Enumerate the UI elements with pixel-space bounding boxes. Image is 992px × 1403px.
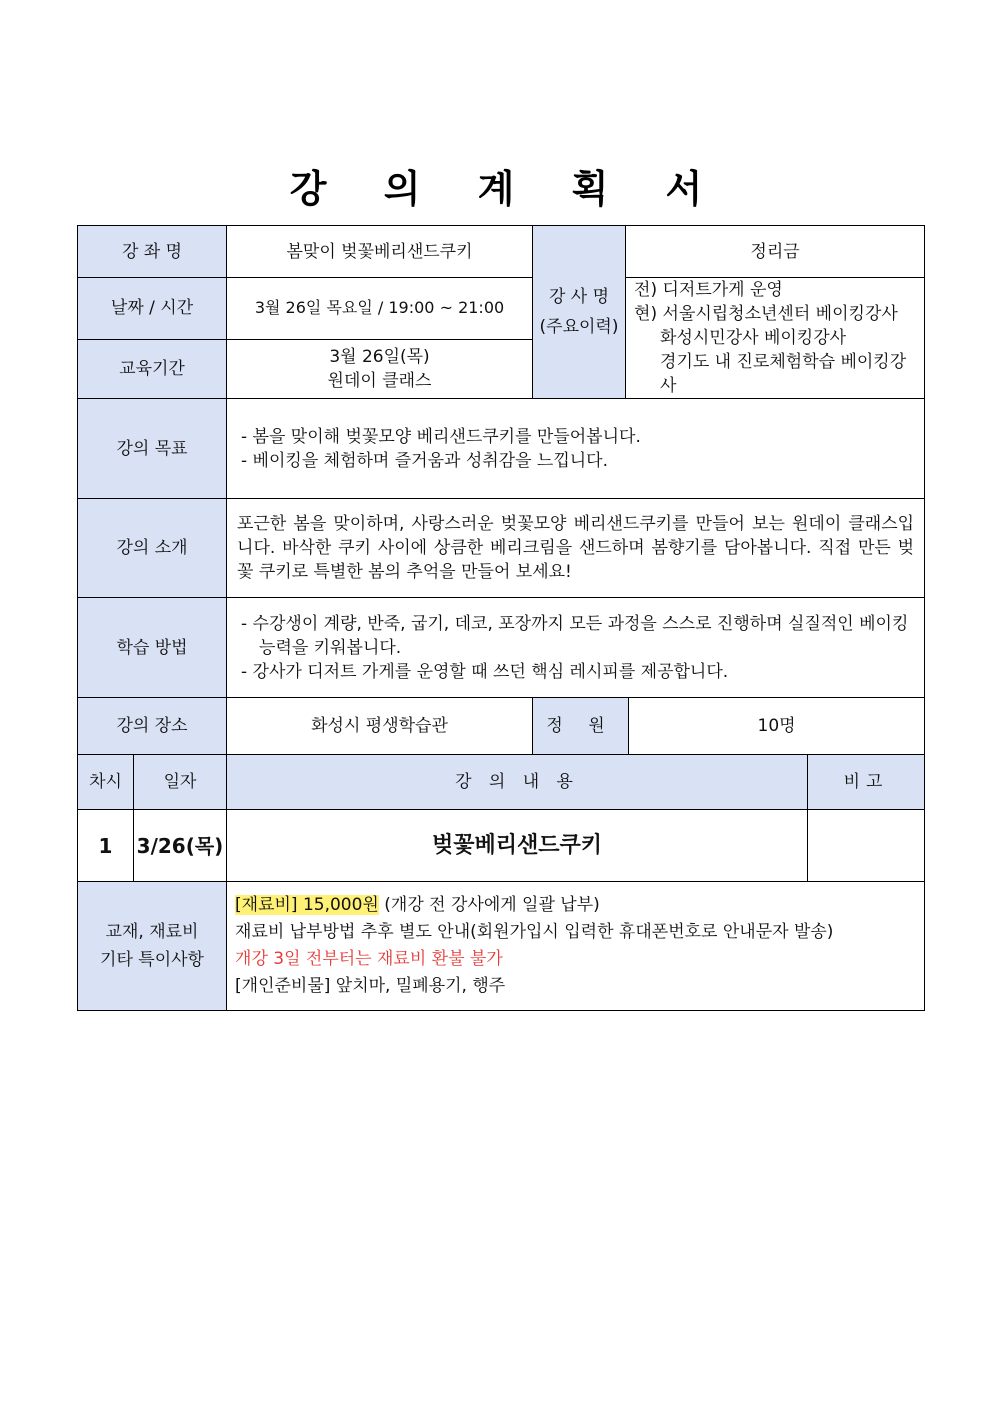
place-value: 화성시 평생학습관: [227, 698, 533, 755]
etc-label-line2: 기타 특이사항: [100, 950, 204, 970]
method-label: 학습 방법: [78, 598, 227, 698]
goal-item: - 봄을 맞이해 벚꽃모양 베리샌드쿠키를 만들어봅니다.: [241, 426, 641, 447]
period-date: 3월 26일(목): [329, 346, 430, 367]
capacity-label: 정 원: [533, 698, 629, 755]
course-name: 봄맞이 벚꽃베리샌드쿠키: [227, 226, 533, 278]
method-item: - 수강생이 계량, 반죽, 굽기, 데코, 포장까지 모든 과정을 스스로 진행하며 실질적인 베이킹 능력을 키워봅니다.: [241, 613, 909, 658]
goal-content: [227, 399, 925, 499]
goal-item: - 베이킹을 체험하며 즐거움과 성취감을 느낍니다.: [241, 450, 609, 471]
history-item: 현) 서울시립청소년센터 베이킹강사: [634, 304, 898, 324]
note-header: 비고: [808, 755, 925, 810]
table-row: [78, 810, 925, 882]
period-type: 원데이 클래스: [327, 370, 432, 391]
datetime-value: 3월 26일 목요일 / 19:00 ~ 21:00: [227, 278, 533, 340]
instructor-label-sub: (주요이력): [539, 317, 619, 337]
content-cell: 벚꽃베리샌드쿠키: [227, 810, 808, 882]
fee-highlight: [재료비] 15,000원: [235, 895, 379, 915]
etc-label: [78, 882, 227, 1011]
content-header: 강 의 내 용: [227, 755, 808, 810]
refund-note: 개강 3일 전부터는 재료비 환불 불가: [235, 949, 503, 969]
instructor-label: [533, 226, 626, 399]
course-name-label: 강 좌 명: [78, 226, 227, 278]
period-value: [227, 339, 533, 398]
history-item: 경기도 내 진로체험학습 베이킹강사: [660, 352, 907, 396]
goal-label: 강의 목표: [78, 399, 227, 499]
session-header: 차시: [78, 755, 134, 810]
instructor-name: 정리금: [626, 226, 925, 278]
history-item: 전) 디저트가게 운영: [634, 280, 783, 300]
note-cell: [808, 810, 925, 882]
etc-label-line1: 교재, 재료비: [105, 922, 199, 942]
method-item: - 강사가 디저트 가게를 운영할 때 쓰던 핵심 레시피를 제공합니다.: [241, 661, 729, 682]
fee-note: (개강 전 강사에게 일괄 납부): [378, 895, 600, 915]
date-cell: 3/26(목): [134, 810, 227, 882]
session-cell: 1: [78, 810, 134, 882]
etc-content: [227, 882, 925, 1011]
method-content: [227, 598, 925, 698]
intro-text: 포근한 봄을 맞이하며, 사랑스러운 벚꽃모양 베리샌드쿠키를 만들어 보는 원데이 클래스입니다. 바삭한 쿠키 사이에 상큼한 베리크림을 샌드하며 봄향기를 담아봅니다. 직접 만든 벚꽃 쿠키로 특별한 봄의 추억을 만들어 보세요!: [227, 499, 925, 598]
place-label: 강의 장소: [78, 698, 227, 755]
date-header: 일자: [134, 755, 227, 810]
instructor-label-main: 강 사 명: [548, 287, 610, 307]
prep-items: [개인준비물] 앞치마, 밀폐용기, 행주: [235, 976, 506, 996]
history-item: 화성시민강사 베이킹강사: [660, 328, 847, 348]
lecture-plan-table: [77, 225, 925, 1011]
page-title: 강 의 계 획 서: [289, 167, 725, 211]
payment-note: 재료비 납부방법 추후 별도 안내(회원가입시 입력한 휴대폰번호로 안내문자 발송): [235, 922, 834, 942]
intro-label: 강의 소개: [78, 499, 227, 598]
period-label: 교육기간: [78, 339, 227, 398]
instructor-history: [626, 278, 925, 399]
capacity-value: 10명: [629, 698, 925, 755]
datetime-label: 날짜 / 시간: [78, 278, 227, 340]
fee-line: [235, 892, 916, 919]
